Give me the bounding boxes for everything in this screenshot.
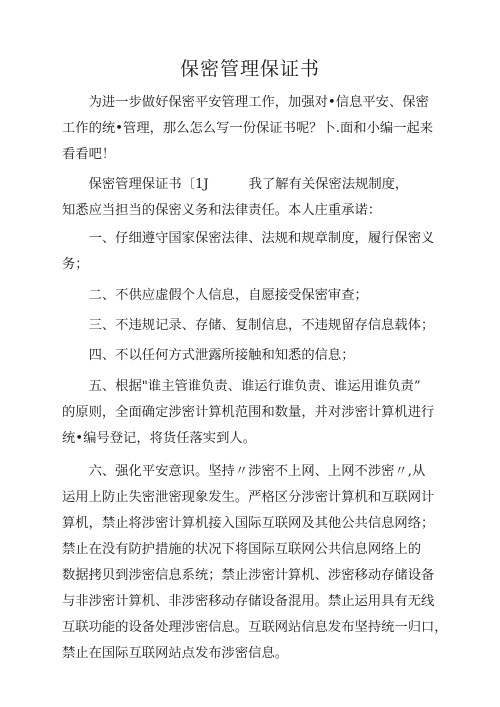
document-title: 保密管理保证书 <box>179 58 320 80</box>
item-2-paragraph <box>62 283 442 309</box>
text-line: 四、不以任何方式泄露所接触和知悉的信息； <box>62 348 355 363</box>
text-line: 务； <box>62 257 89 272</box>
text-line: 一、仔细遵守国家保密法律、法规和规章制度，履行保密义 <box>62 231 435 246</box>
text-line: 二、不供应虚假个人信息，自愿接受保密审查； <box>62 288 368 303</box>
text-line: 五、根据"谁主管谁负责、谁运行谁负责、谁运用谁负责” <box>62 379 421 394</box>
text-line: 为进一步做好保密平安管理工作，加强对•信息平安、保密 <box>62 95 429 110</box>
text-line: 算机，禁止将涉密计算机接入国际互联网及其他公共信息网络； <box>62 516 435 531</box>
item-5-paragraph <box>62 374 442 452</box>
text-line: 看看吧！ <box>62 147 116 162</box>
text-line: 数据拷贝到涉密信息系统；禁止涉密计算机、涉密移动存储设备 <box>62 568 435 583</box>
text-line: 三、不违规记录、存储、复制信息，不违规留存信息载体； <box>62 318 435 333</box>
text-line: 知悉应当担当的保密义务和法律责任。本人庄重承诺： <box>62 203 382 218</box>
text-line: 六、强化平安意识。坚持〃涉密不上网、上网不涉密〃,从 <box>62 464 426 479</box>
item-3-paragraph <box>62 313 442 339</box>
text-line: 运用上防止失密泄密现象发生。严格区分涉密计算机和互联网计 <box>62 490 435 505</box>
heading-paragraph <box>62 172 442 224</box>
text-line: 禁止在没有防护措施的状况下将国际互联网公共信息网络上的 <box>62 542 422 557</box>
text-line: 禁止在国际互联网站点发布涉密信息。 <box>62 646 289 661</box>
text-line: 的原则，全面确定涉密计算机范围和数量，并对涉密计算机进行 <box>62 405 435 420</box>
text-line: 互联功能的设备处理涉密信息。互联网站信息发布坚持统一归口， <box>62 620 448 635</box>
intro-paragraph <box>62 90 442 168</box>
text-line: 工作的统•管理，那么怎么写一份保证书呢？卜.面和小编一起来 <box>62 121 434 136</box>
text-line: 统•编号登记，将货任落实到人。 <box>62 431 256 446</box>
text-line: 保密管理保证书〔1J 我了解有关保密法规制度， <box>62 177 409 192</box>
item-6-paragraph <box>62 459 448 667</box>
text-line: 与非涉密计算机、非涉密移动存储设备混用。禁止运用具有无线 <box>62 594 435 609</box>
item-1-paragraph <box>62 226 442 278</box>
item-4-paragraph <box>62 343 442 369</box>
